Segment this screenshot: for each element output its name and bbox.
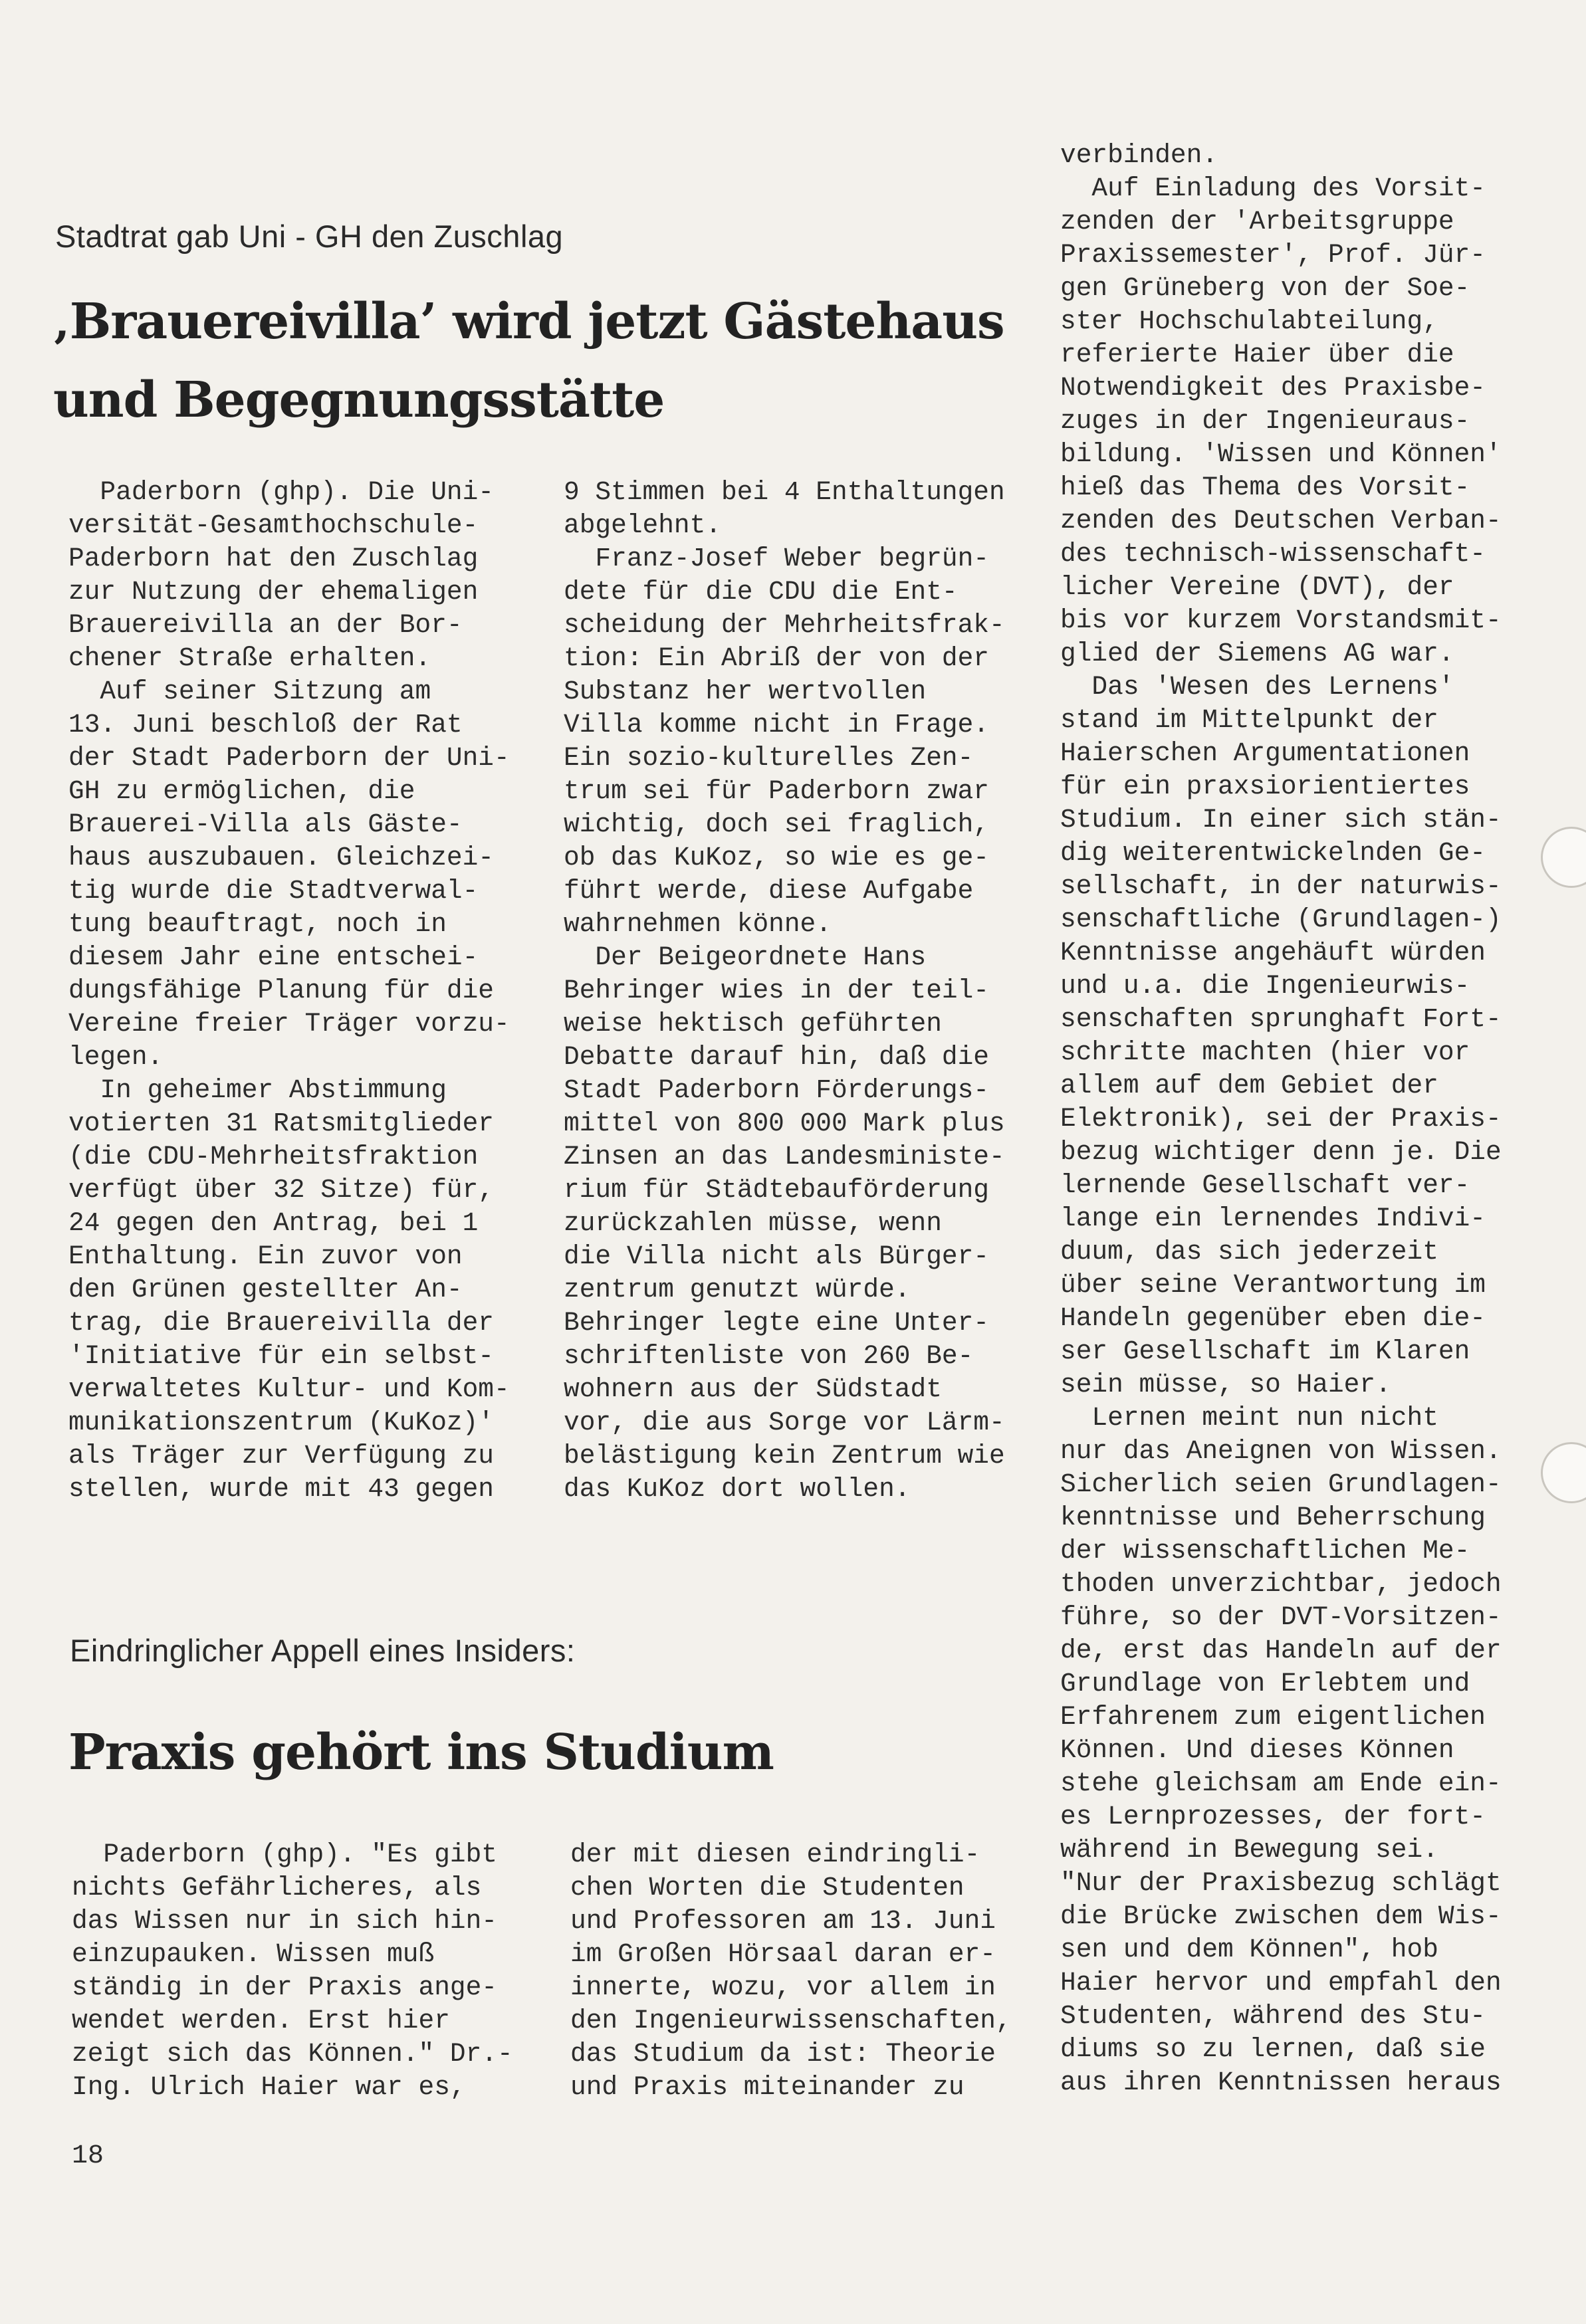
text-line: ster Hochschulabteilung,	[1060, 306, 1438, 336]
punch-hole-upper	[1541, 827, 1586, 888]
text-line: bildung. 'Wissen und Können'	[1060, 439, 1502, 469]
page-number: 18	[72, 2141, 104, 2171]
text-line: Haier hervor und empfahl den	[1060, 1968, 1502, 1998]
text-line: Villa komme nicht in Frage.	[564, 710, 990, 740]
text-line: für ein praxsiorientiertes	[1060, 772, 1470, 801]
text-line: haus auszubauen. Gleichzei-	[68, 843, 495, 873]
article1-kicker: Stadtrat gab Uni - GH den Zuschlag	[55, 219, 564, 254]
article2-column-3	[1060, 139, 1502, 2099]
text-line: zuges in der Ingenieuraus-	[1060, 406, 1470, 436]
text-line: Substanz her wertvollen	[564, 677, 927, 706]
text-line: senschaften sprunghaft Fort-	[1060, 1004, 1502, 1034]
text-line: schritte machten (hier vor	[1060, 1037, 1470, 1067]
text-line: und Professoren am 13. Juni	[570, 1906, 996, 1936]
text-line: das Studium da ist: Theorie	[570, 2039, 996, 2069]
text-line: Vereine freier Träger vorzu-	[68, 1009, 510, 1039]
text-line: chen Worten die Studenten	[570, 1873, 964, 1903]
text-line: Notwendigkeit des Praxisbe-	[1060, 373, 1486, 403]
text-line: gen Grüneberg von der Soe-	[1060, 273, 1470, 303]
text-line: Behringer legte eine Unter-	[564, 1308, 990, 1338]
text-line: glied der Siemens AG war.	[1060, 639, 1454, 669]
article2-column-2	[570, 1838, 1012, 2104]
text-line: weise hektisch geführten	[564, 1009, 942, 1039]
text-line: versität-Gesamthochschule-	[68, 510, 479, 540]
text-line: Paderborn (ghp). "Es gibt	[72, 1840, 498, 1869]
text-line: ständig in der Praxis ange-	[72, 1972, 498, 2002]
text-line: Können. Und dieses Können	[1060, 1735, 1454, 1765]
article2-kicker: Eindringlicher Appell eines Insiders:	[70, 1633, 576, 1668]
text-line: trag, die Brauereivilla der	[68, 1308, 495, 1338]
text-line: Studenten, während des Stu-	[1060, 2001, 1486, 2031]
article2-headline: Praxis gehört ins Studium	[68, 1724, 774, 1781]
text-line: das Wissen nur in sich hin-	[72, 1906, 498, 1936]
text-line: Haierschen Argumentationen	[1060, 738, 1470, 768]
text-line: tung beauftragt, noch in	[68, 909, 447, 939]
article1-column-1	[68, 476, 510, 1506]
text-line: Grundlage von Erlebtem und	[1060, 1669, 1470, 1699]
article1-headline-line2: und Begegnungsstätte	[53, 371, 665, 429]
text-line: zenden des Deutschen Verban-	[1060, 506, 1502, 536]
text-line: 24 gegen den Antrag, bei 1	[68, 1208, 479, 1238]
text-line: Lernen meint nun nicht	[1060, 1403, 1438, 1433]
text-line: der Stadt Paderborn der Uni-	[68, 743, 510, 773]
text-line: scheidung der Mehrheitsfrak-	[564, 610, 1005, 640]
text-line: 'Initiative für ein selbst-	[68, 1341, 495, 1371]
text-line: "Nur der Praxisbezug schlägt	[1060, 1868, 1502, 1898]
text-line: aus ihren Kenntnissen heraus	[1060, 2067, 1502, 2097]
text-line: stehe gleichsam am Ende ein-	[1060, 1768, 1502, 1798]
text-line: referierte Haier über die	[1060, 340, 1454, 370]
article1-headline-line1: ‚Brauereivilla’ wird jetzt Gästehaus	[53, 293, 1004, 350]
text-line: stellen, wurde mit 43 gegen	[68, 1474, 495, 1504]
text-line: Behringer wies in der teil-	[564, 976, 990, 1005]
text-line: 13. Juni beschloß der Rat	[68, 710, 463, 740]
text-line: nichts Gefährlicheres, als	[72, 1873, 482, 1903]
text-line: ob das KuKoz, so wie es ge-	[564, 843, 990, 873]
text-line: Sicherlich seien Grundlagen-	[1060, 1469, 1502, 1499]
text-line: führt werde, diese Aufgabe	[564, 876, 974, 906]
text-line: Debatte darauf hin, daß die	[564, 1042, 990, 1072]
text-line: wendet werden. Erst hier	[72, 2006, 450, 2036]
text-line: des technisch-wissenschaft-	[1060, 539, 1486, 569]
text-line: zur Nutzung der ehemaligen	[68, 577, 479, 607]
text-line: Paderborn hat den Zuschlag	[68, 544, 479, 574]
text-line: GH zu ermöglichen, die	[68, 776, 415, 806]
article1-column-2	[564, 476, 1005, 1506]
text-line: verwaltetes Kultur- und Kom-	[68, 1374, 510, 1404]
text-line: der mit diesen eindringli-	[570, 1840, 980, 1869]
text-line: votierten 31 Ratsmitglieder	[68, 1109, 495, 1138]
text-line: zentrum genutzt würde.	[564, 1275, 911, 1305]
text-line: Franz-Josef Weber begrün-	[564, 544, 990, 574]
text-line: die Villa nicht als Bürger-	[564, 1241, 990, 1271]
text-line: de, erst das Handeln auf der	[1060, 1636, 1502, 1665]
text-line: Auf seiner Sitzung am	[68, 677, 431, 706]
text-line: sellschaft, in der naturwis-	[1060, 871, 1502, 901]
text-line: zurückzahlen müsse, wenn	[564, 1208, 942, 1238]
text-line: dungsfähige Planung für die	[68, 976, 495, 1005]
text-line: trum sei für Paderborn zwar	[564, 776, 990, 806]
text-line: Auf Einladung des Vorsit-	[1060, 173, 1486, 203]
text-line: sen und dem Können", hob	[1060, 1935, 1438, 1964]
text-line: lange ein lernendes Indivi-	[1060, 1204, 1486, 1233]
text-line: Stadt Paderborn Förderungs-	[564, 1075, 990, 1105]
text-line: vor, die aus Sorge vor Lärm-	[564, 1408, 1005, 1437]
text-line: bis vor kurzem Vorstandsmit-	[1060, 605, 1502, 635]
text-line: und u.a. die Ingenieurwis-	[1060, 971, 1470, 1001]
text-line: abgelehnt.	[564, 510, 722, 540]
text-line: tion: Ein Abriß der von der	[564, 643, 990, 673]
text-line: diums so zu lernen, daß sie	[1060, 2034, 1486, 2064]
text-line: nur das Aneignen von Wissen.	[1060, 1436, 1502, 1466]
text-line: rium für Städtebauförderung	[564, 1175, 990, 1205]
text-line: In geheimer Abstimmung	[68, 1075, 447, 1105]
text-line: lernende Gesellschaft ver-	[1060, 1170, 1470, 1200]
text-line: wahrnehmen könne.	[564, 909, 832, 939]
text-line: sein müsse, so Haier.	[1060, 1370, 1391, 1400]
text-line: Zinsen an das Landesministe-	[564, 1142, 1005, 1172]
text-line: einzupauken. Wissen muß	[72, 1939, 435, 1969]
text-line: verbinden.	[1060, 140, 1218, 170]
text-line: im Großen Hörsaal daran er-	[570, 1939, 996, 1969]
text-line: wichtig, doch sei fraglich,	[564, 809, 990, 839]
text-line: belästigung kein Zentrum wie	[564, 1441, 1005, 1471]
text-line: hieß das Thema des Vorsit-	[1060, 473, 1470, 502]
text-line: als Träger zur Verfügung zu	[68, 1441, 495, 1471]
text-line: die Brücke zwischen dem Wis-	[1060, 1901, 1502, 1931]
text-line: Studium. In einer sich stän-	[1060, 805, 1502, 835]
text-line: innerte, wozu, vor allem in	[570, 1972, 996, 2002]
text-line: Brauereivilla an der Bor-	[68, 610, 463, 640]
text-line: den Ingenieurwissenschaften,	[570, 2006, 1012, 2036]
text-line: Enthaltung. Ein zuvor von	[68, 1241, 463, 1271]
text-line: das KuKoz dort wollen.	[564, 1474, 911, 1504]
text-line: Erfahrenem zum eigentlichen	[1060, 1702, 1486, 1732]
text-line: den Grünen gestellter An-	[68, 1275, 463, 1305]
text-line: Das 'Wesen des Lernens'	[1060, 672, 1454, 702]
text-line: Ing. Ulrich Haier war es,	[72, 2072, 466, 2102]
text-line: thoden unverzichtbar, jedoch	[1060, 1569, 1502, 1599]
text-line: mittel von 800 000 Mark plus	[564, 1109, 1005, 1138]
text-line: kenntnisse und Beherrschung	[1060, 1503, 1486, 1532]
text-line: Kenntnisse angehäuft würden	[1060, 938, 1486, 968]
text-line: allem auf dem Gebiet der	[1060, 1071, 1438, 1101]
text-line: Handeln gegenüber eben die-	[1060, 1303, 1486, 1333]
text-line: schriftenliste von 260 Be-	[564, 1341, 974, 1371]
text-line: bezug wichtiger denn je. Die	[1060, 1137, 1502, 1167]
text-line: chener Straße erhalten.	[68, 643, 431, 673]
text-line: licher Vereine (DVT), der	[1060, 572, 1454, 602]
text-line: zenden der 'Arbeitsgruppe	[1060, 207, 1454, 237]
text-line: stand im Mittelpunkt der	[1060, 705, 1438, 735]
text-line: Elektronik), sei der Praxis-	[1060, 1104, 1502, 1134]
text-line: tig wurde die Stadtverwal-	[68, 876, 479, 906]
text-line: Praxissemester', Prof. Jür-	[1060, 240, 1486, 270]
text-line: führe, so der DVT-Vorsitzen-	[1060, 1602, 1502, 1632]
text-line: es Lernprozesses, der fort-	[1060, 1802, 1486, 1832]
text-line: diesem Jahr eine entschei-	[68, 942, 479, 972]
text-line: legen.	[68, 1042, 164, 1072]
text-line: duum, das sich jederzeit	[1060, 1237, 1438, 1267]
text-line: dig weiterentwickelnden Ge-	[1060, 838, 1486, 868]
text-line: Brauerei-Villa als Gäste-	[68, 809, 463, 839]
text-line: während in Bewegung sei.	[1060, 1835, 1438, 1865]
text-line: über seine Verantwortung im	[1060, 1270, 1486, 1300]
text-line: munikationszentrum (KuKoz)'	[68, 1408, 495, 1437]
text-line: 9 Stimmen bei 4 Enthaltungen	[564, 477, 1005, 507]
text-line: Paderborn (ghp). Die Uni-	[68, 477, 495, 507]
text-line: verfügt über 32 Sitze) für,	[68, 1175, 495, 1205]
text-line: und Praxis miteinander zu	[570, 2072, 964, 2102]
text-line: ser Gesellschaft im Klaren	[1060, 1336, 1470, 1366]
text-line: dete für die CDU die Ent-	[564, 577, 958, 607]
text-line: zeigt sich das Können." Dr.-	[72, 2039, 513, 2069]
punch-hole-lower	[1541, 1442, 1586, 1503]
text-line: senschaftliche (Grundlagen-)	[1060, 904, 1502, 934]
text-line: Der Beigeordnete Hans	[564, 942, 927, 972]
text-line: der wissenschaftlichen Me-	[1060, 1536, 1470, 1566]
text-line: (die CDU-Mehrheitsfraktion	[68, 1142, 479, 1172]
text-line: Ein sozio-kulturelles Zen-	[564, 743, 974, 773]
article2-column-1	[72, 1838, 513, 2104]
text-line: wohnern aus der Südstadt	[564, 1374, 942, 1404]
